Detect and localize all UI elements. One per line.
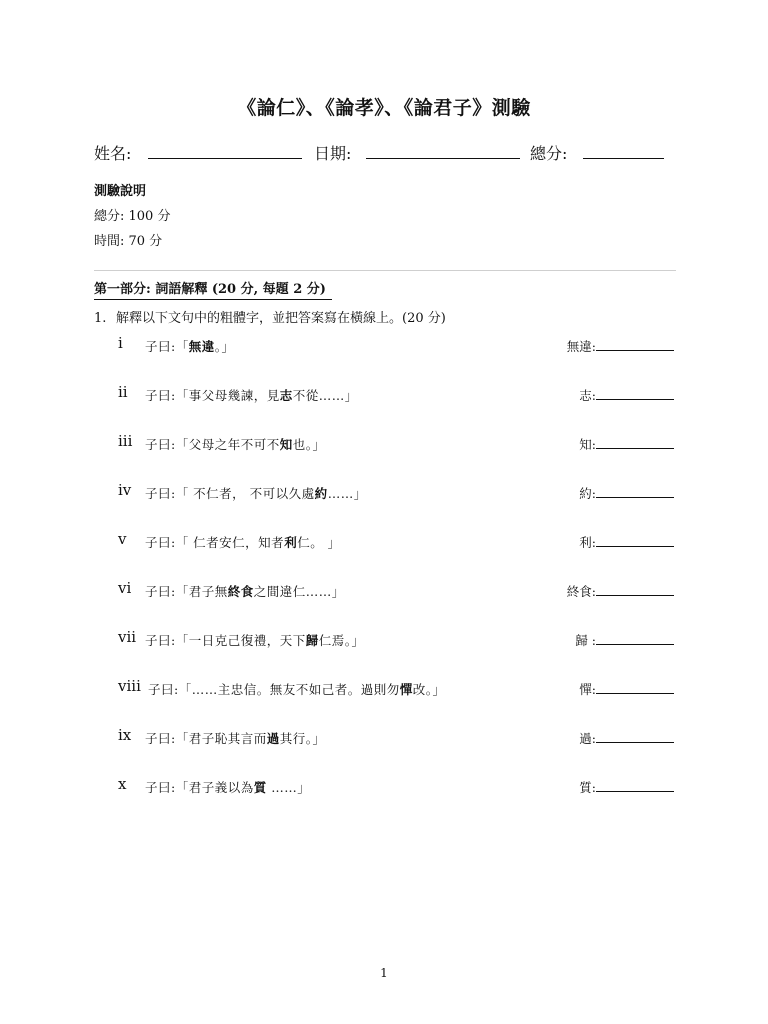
quote-text-before: 子曰:「……主忠信。無友不如己者。過則勿 bbox=[148, 682, 400, 697]
answer-blank-line[interactable] bbox=[596, 644, 674, 645]
item-numeral: viii bbox=[118, 677, 141, 695]
bold-keyword: 過 bbox=[266, 731, 280, 746]
answer-blank-line[interactable] bbox=[596, 350, 674, 351]
answer-blank-line[interactable] bbox=[596, 497, 674, 498]
answer-blank-line[interactable] bbox=[596, 399, 674, 400]
page-number: 1 bbox=[380, 966, 388, 980]
item-quote bbox=[145, 484, 367, 502]
item-numeral: vi bbox=[118, 579, 132, 597]
bold-keyword: 無違 bbox=[188, 339, 215, 354]
quote-text-after: 改。」 bbox=[412, 682, 446, 697]
vocab-item bbox=[0, 726, 768, 748]
vocab-item bbox=[0, 530, 768, 552]
item-numeral: iii bbox=[118, 432, 133, 450]
quote-text-after: 其行。」 bbox=[279, 731, 326, 746]
item-quote bbox=[145, 778, 310, 796]
quote-text-after: ……」 bbox=[266, 780, 311, 795]
answer-blank-line[interactable] bbox=[596, 595, 674, 596]
item-quote bbox=[145, 386, 358, 404]
answer-label: 知: bbox=[579, 437, 596, 452]
vocab-item bbox=[0, 432, 768, 454]
item-numeral: x bbox=[118, 775, 127, 793]
quote-text-before: 子曰:「一日克己復禮，天下 bbox=[145, 633, 306, 648]
bold-keyword: 歸 bbox=[305, 633, 319, 648]
item-quote bbox=[145, 729, 326, 747]
quote-text-before: 子曰:「 不仁者， 不可以久處 bbox=[145, 486, 315, 501]
total-blank-line[interactable] bbox=[583, 158, 664, 159]
vocab-item bbox=[0, 481, 768, 503]
name-blank-line[interactable] bbox=[148, 158, 302, 159]
vocab-item bbox=[0, 628, 768, 650]
quote-text-after: 。」 bbox=[214, 339, 235, 354]
item-numeral: ii bbox=[118, 383, 128, 401]
item-quote bbox=[148, 680, 446, 698]
quote-text-after: 仁焉。」 bbox=[318, 633, 365, 648]
bold-keyword: 約 bbox=[314, 486, 328, 501]
answer-blank-line[interactable] bbox=[596, 693, 674, 694]
quote-text-before: 子曰:「 仁者安仁，知者 bbox=[145, 535, 285, 550]
total-label: 總分: bbox=[530, 144, 568, 163]
quote-text-after: 不從……」 bbox=[292, 388, 358, 403]
quote-text-before: 子曰:「父母之年不可不 bbox=[145, 437, 280, 452]
vocab-item bbox=[0, 334, 768, 356]
answer-label: 約: bbox=[579, 486, 596, 501]
question-1-text: 解釋以下文句中的粗體字，並把答案寫在橫線上。(20 分) bbox=[116, 311, 446, 326]
question-1-number: 1. bbox=[94, 311, 107, 326]
vocab-item bbox=[0, 579, 768, 601]
quiz-title: 《論仁》、《論孝》、《論君子》測驗 bbox=[237, 97, 531, 119]
bold-keyword: 志 bbox=[279, 388, 293, 403]
item-numeral: iv bbox=[118, 481, 132, 499]
instructions-time: 時間: 70 分 bbox=[94, 234, 163, 249]
item-quote bbox=[145, 582, 345, 600]
item-numeral: i bbox=[118, 334, 123, 352]
answer-blank-line[interactable] bbox=[596, 448, 674, 449]
bold-keyword: 憚 bbox=[399, 682, 413, 697]
answer-label: 過: bbox=[579, 731, 596, 746]
vocab-item bbox=[0, 677, 768, 699]
answer-blank-line[interactable] bbox=[596, 791, 674, 792]
date-blank-line[interactable] bbox=[366, 158, 520, 159]
vocab-item bbox=[0, 775, 768, 797]
quote-text-after: 之間違仁……」 bbox=[253, 584, 345, 599]
item-numeral: ix bbox=[118, 726, 132, 744]
item-quote bbox=[145, 631, 365, 649]
answer-label: 利: bbox=[579, 535, 596, 550]
item-numeral: vii bbox=[118, 628, 137, 646]
answer-label: 歸 : bbox=[575, 633, 596, 648]
quote-text-before: 子曰:「事父母幾諫，見 bbox=[145, 388, 280, 403]
vocab-item bbox=[0, 383, 768, 405]
answer-label: 憚: bbox=[579, 682, 596, 697]
answer-blank-line[interactable] bbox=[596, 546, 674, 547]
name-label: 姓名: bbox=[94, 144, 132, 163]
section-divider bbox=[94, 270, 676, 271]
item-quote bbox=[145, 337, 235, 355]
bold-keyword: 利 bbox=[284, 535, 298, 550]
answer-label: 無違: bbox=[566, 339, 596, 354]
quote-text-after: ……」 bbox=[327, 486, 367, 501]
date-label: 日期: bbox=[314, 144, 352, 163]
quote-text-after: 也。」 bbox=[292, 437, 326, 452]
bold-keyword: 終食 bbox=[227, 584, 254, 599]
answer-label: 志: bbox=[579, 388, 596, 403]
quote-text-after: 仁。 」 bbox=[297, 535, 341, 550]
answer-label: 終食: bbox=[566, 584, 596, 599]
quote-text-before: 子曰:「君子恥其言而 bbox=[145, 731, 267, 746]
quote-text-before: 子曰:「 bbox=[145, 339, 189, 354]
question-1 bbox=[94, 307, 446, 326]
instructions-heading: 測驗說明 bbox=[94, 184, 147, 199]
student-info-row bbox=[94, 141, 674, 165]
instructions-total: 總分: 100 分 bbox=[94, 209, 171, 224]
bold-keyword: 知 bbox=[279, 437, 293, 452]
quote-text-before: 子曰:「君子義以為 bbox=[145, 780, 254, 795]
part1-heading: 第一部分: 詞語解釋 (20 分, 每題 2 分) bbox=[94, 278, 332, 300]
answer-blank-line[interactable] bbox=[596, 742, 674, 743]
answer-label: 質: bbox=[579, 780, 596, 795]
quote-text-before: 子曰:「君子無 bbox=[145, 584, 228, 599]
bold-keyword: 質 bbox=[253, 780, 267, 795]
item-quote bbox=[145, 435, 326, 453]
item-numeral: v bbox=[118, 530, 127, 548]
item-quote bbox=[145, 533, 341, 551]
